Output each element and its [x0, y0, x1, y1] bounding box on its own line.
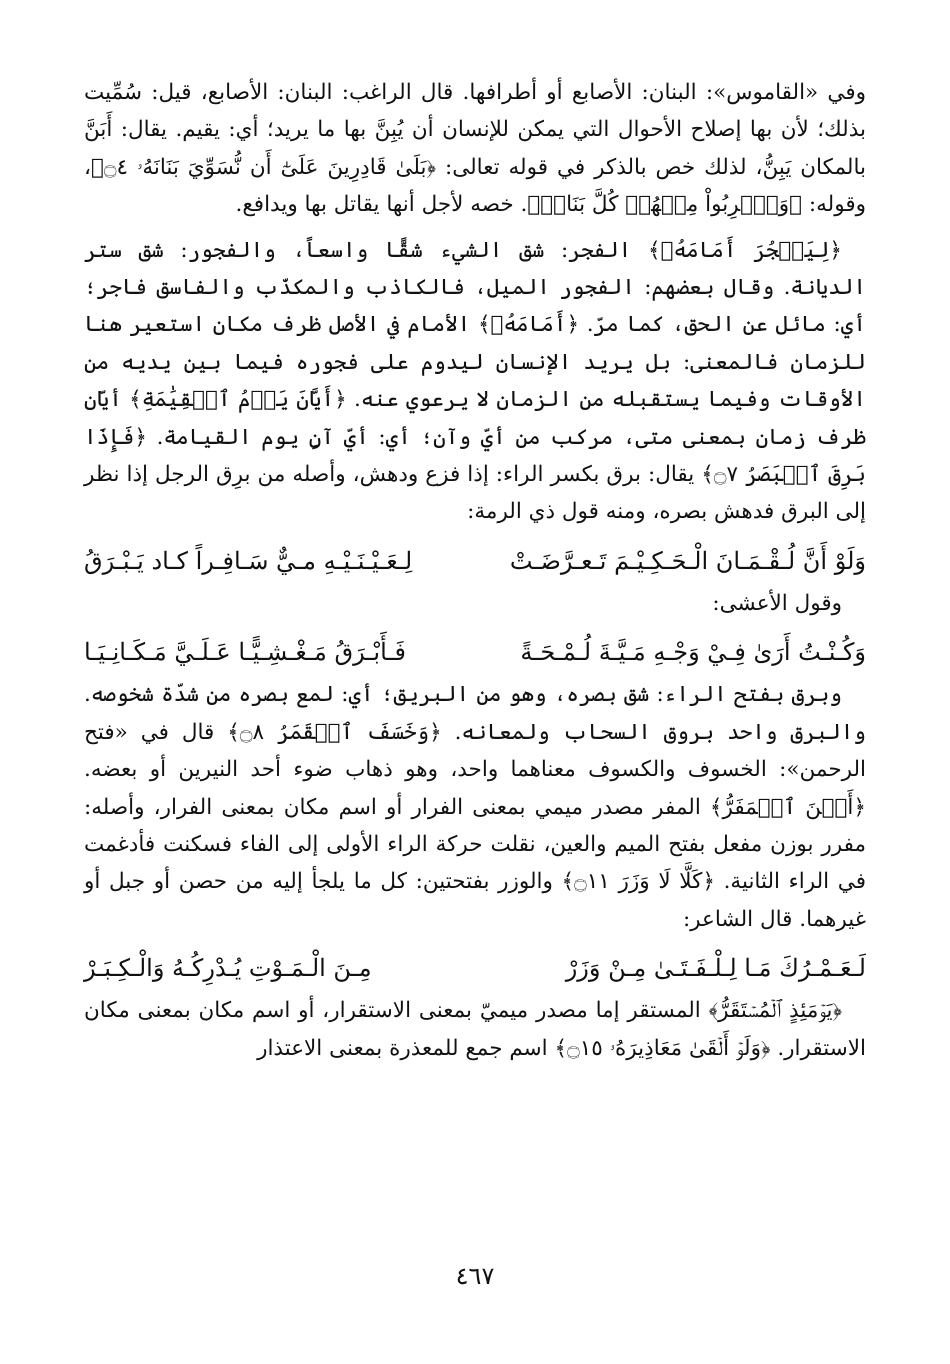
paragraph-bariq: وبرق بفتح الراء: شق بصره، وهو من البريق؛ أي: لمع بصره من شدّة شخوصه. والبرق واحد بروق السحاب ولمعانه. ﴿وَخَسَفَ ٱلۡقَمَرُ ۝٨﴾ قال في «فتح الرحمن»: الخسوف والكسوف معناهما واحد، وهو ذهاب ضوء أحد النيرين أو بعضه. ﴿أَيۡنَ ٱلۡمَفَرُّ﴾ المفر مصدر ميمي بمعنى الفرار أو اسم مكان بمعنى الفرار، وأصله: مفرر بوزن مفعل بفتح الميم والعين، نقلت حركة الراء الأولى إلى الفاء فسكنت فأدغمت في الراء الثانية. ﴿كَلَّا لَا وَزَرَ ۝١١﴾ والوزر بفتحتين: كل ما يلجأ إليه من حصن أو جبل أو غيرهما. قال الشاعر: [84, 682, 867, 932]
verse-first-hemistich: وَكُـنْـتُ أَرَىٰ فِـيْ وَجْـهِ مَـيَّـةَ لُـمْـحَـةً [520, 638, 866, 667]
verse-dhi-al-rumma [84, 541, 866, 581]
paragraph-mustaqarr: ﴿يَوۡمَئِذٍ ٱلۡمُسۡتَقَرُّ﴾ المستقر إما مصدر ميميّ بمعنى الاستقرار، أو اسم مكان بمعنى مكان الاستقرار. ﴿وَلَوۡ أَلۡقَىٰ مَعَاذِيرَهُۥ ۝١٥﴾ اسم جمع للمعذرة بمعنى الاعتذار [84, 998, 866, 1061]
paragraph-fajr: ﴿لِيَفۡجُرَ أَمَامَهُۥ﴾ الفجر: شق الشيء شقًّا واسعاً، والفجور: شق ستر الديانة. وقال بعضهم: الفجور الميل، فالكاذب والمكذّب والفاسق فاجر؛ أي: مائل عن الحق، كما مرّ. ﴿أَمَامَهُۥ﴾ الأمام في الأصل ظرف مكان استعير هنا للزمان فالمعنى: بل يريد الإنسان ليدوم على فجوره فيما بين يديه من الأوقات وفيما يستقبله من الزمان لا يرعوي عنه. ﴿أَيَّانَ يَوۡمُ ٱلۡقِيَٰمَةِ﴾ أيّان ظرف زمان بمعنى متى، مركب من أيّ وآن؛ أي: أيّ آنٍ يوم القيامة. ﴿فَإِذَا بَرِقَ ٱلۡبَصَرُ ۝٧﴾ يقال: برق بكسر الراء: إذا فزع ودهش، وأصله من برِق الرجل إذا نظر إلى البرق فدهش بصره، ومنه قول ذي الرمة: [84, 237, 866, 525]
verse-second-hemistich: فَـأَبْـرَقُ مَـغْـشِـيًّـا عَـلَـيَّ مَـكَـانِـيَـا [84, 638, 406, 667]
verse-first-hemistich: لَـعَـمْـرُكَ مَـا لِـلْـفَـتَـىٰ مِـنْ وَزَرْ [565, 954, 866, 983]
verse-al-asha [84, 632, 866, 672]
page-body [84, 74, 866, 1067]
paragraph-asha-intro: وقول الأعشى: [712, 590, 842, 616]
verse-second-hemistich: مِـنَ الْـمَـوْتِ يُـدْرِكُـهُ وَالْـكِـبَـرْ [84, 954, 372, 983]
verse-first-hemistich: وَلَوْ أَنَّ لُـقْـمَـانَ الْـحَـكِـيْـمَ تَـعـرَّضَـتْ [509, 546, 866, 575]
paragraph-bannan: وفي «القاموس»: البنان: الأصابع أو أطرافها. قال الراغب: البنان: الأصابع، قيل: سُمِّيت بذلك؛ لأن بها إصلاح الأحوال التي يمكن للإنسان أن يُبِنَّ بها ما يريد؛ أي: يقيم. يقال: أَبَنَّ بالمكان يَبِنُّ، لذلك خص بالذكر في قوله تعالى: ﴿بَلَىٰ قَادِرِينَ عَلَىٰٓ أَن نُّسَوِّيَ بَنَانَهُۥ ۝٤﴾، وقوله: ﴿وَٱضۡرِبُواْ مِنۡهُمۡ كُلَّ بَنَانٖ﴾. خصه لأجل أنها يقاتل بها ويدافع. [84, 80, 866, 218]
verse-shair [84, 948, 866, 988]
page-number: ٤٦٧ [455, 1262, 495, 1290]
verse-second-hemistich: لِـعَـيْـنَـيْـهِ مـيٌّ سَـافِـراً كـاد يَـبْـرَقُ [84, 546, 413, 575]
